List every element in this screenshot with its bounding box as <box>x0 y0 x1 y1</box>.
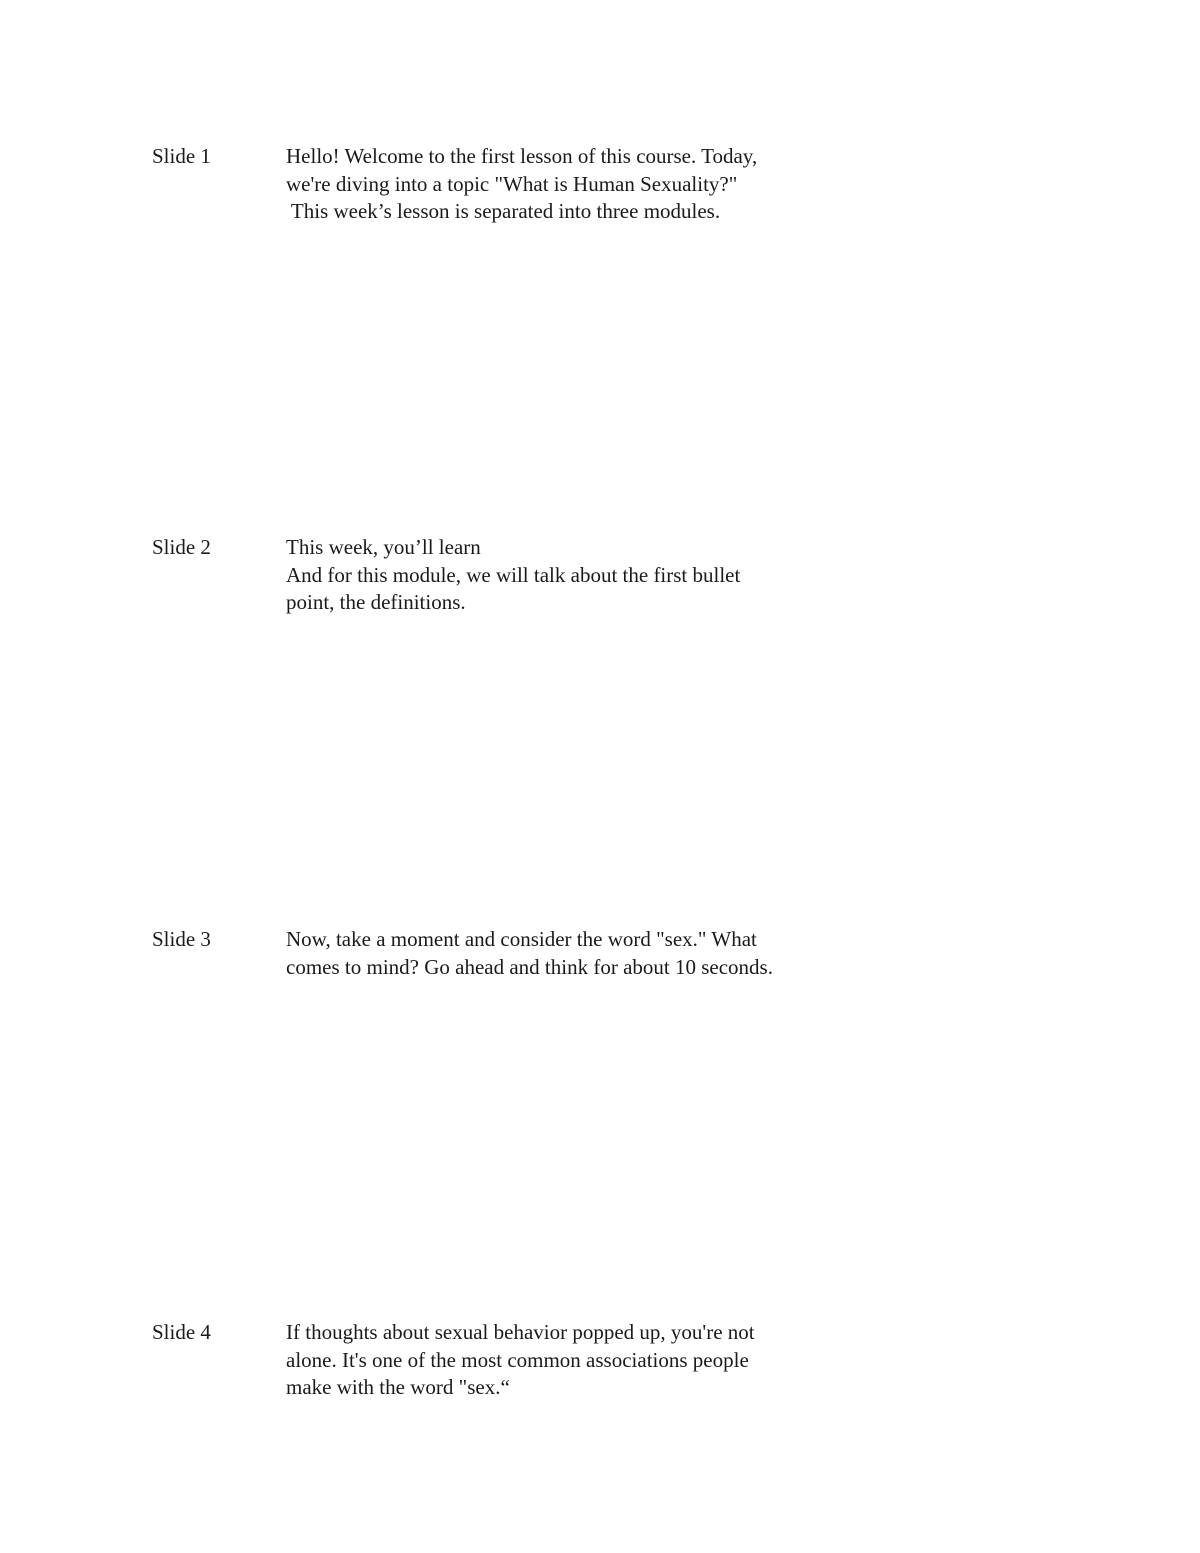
slide-narration <box>286 143 846 226</box>
slide-label: Slide 3 <box>152 927 211 951</box>
slide-narration <box>286 1319 846 1402</box>
narration-line: Now, take a moment and consider the word "sex." What <box>286 927 757 951</box>
narration-line: comes to mind? Go ahead and think for about 10 seconds. <box>286 954 773 979</box>
narration-line: point, the definitions. <box>286 590 466 614</box>
narration-line: And for this module, we will talk about the first bullet <box>286 562 741 587</box>
narration-line: This week’s lesson is separated into three modules. <box>286 199 721 223</box>
slide-label: Slide 4 <box>152 1320 211 1344</box>
slide-label: Slide 1 <box>152 144 211 168</box>
narration-line: alone. It's one of the most common associations people <box>286 1347 749 1372</box>
narration-line: make with the word "sex.“ <box>286 1375 510 1399</box>
narration-line: Hello! Welcome to the first lesson of this course. Today, <box>286 144 758 168</box>
slide-label: Slide 2 <box>152 535 211 559</box>
narration-line: If thoughts about sexual behavior popped up, you're not <box>286 1320 755 1344</box>
narration-line: This week, you’ll learn <box>286 535 481 559</box>
narration-line: we're diving into a topic "What is Human Sexuality?" <box>286 171 738 196</box>
slide-narration <box>286 534 846 617</box>
slide-narration <box>286 926 846 981</box>
